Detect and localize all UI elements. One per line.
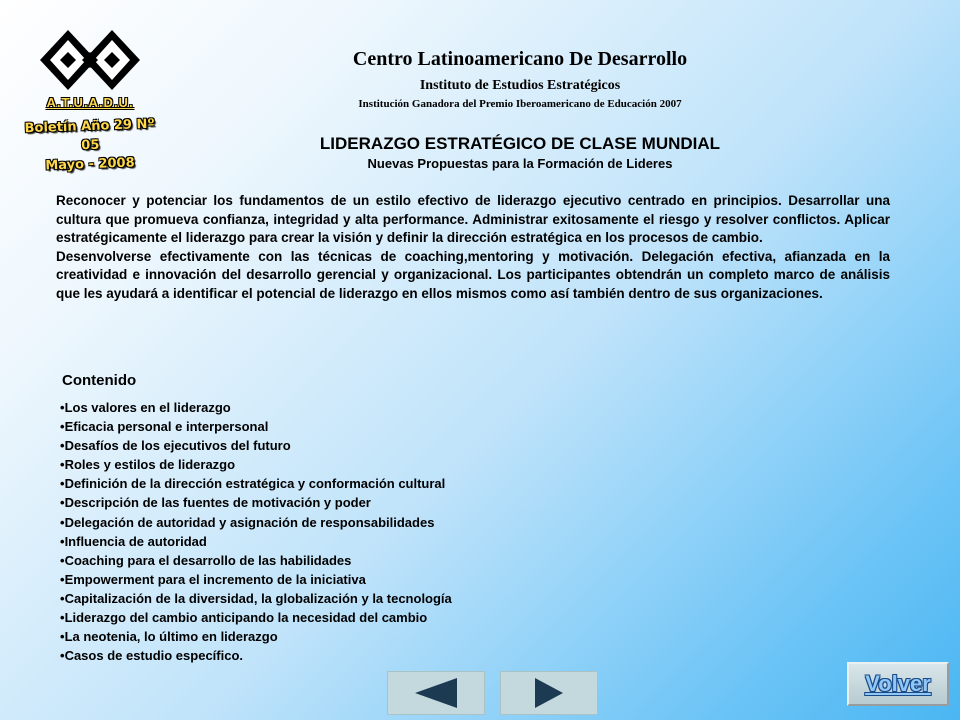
institution-title: Centro Latinoamericano De Desarrollo bbox=[352, 48, 688, 70]
page-subtitle: Nuevas Propuestas para la Formación de Lideres bbox=[367, 156, 673, 171]
boletin-label bbox=[20, 117, 160, 174]
boletin-line-1: Boletín Año 29 Nº 05 bbox=[24, 116, 155, 154]
list-item: • Descripción de las fuentes de motivación y poder bbox=[60, 493, 452, 512]
description-text bbox=[56, 192, 890, 303]
diamond-logo-icon bbox=[40, 30, 140, 90]
description-paragraph-2: Desenvolverse efectivamente con las técnicas de coaching,mentoring y motivación. Delegación efectiva, afianzada en la creatividad e innovación del desarrollo gerencial y organizacional. Los participantes obtendrán un completo marco de análisis que les ayudará a identificar el potencial de liderazgo en ellos mismos como así también dentro de sus organizaciones. bbox=[56, 248, 890, 301]
triangle-left-icon bbox=[411, 678, 461, 708]
list-item: • Influencia de autoridad bbox=[60, 532, 452, 551]
list-item: • La neotenia, lo último en liderazgo bbox=[60, 627, 452, 646]
list-item: • Definición de la dirección estratégica y conformación cultural bbox=[60, 474, 452, 493]
list-item: • Capitalización de la diversidad, la globalización y la tecnología bbox=[60, 589, 452, 608]
previous-button[interactable] bbox=[387, 671, 485, 715]
list-item: • Liderazgo del cambio anticipando la necesidad del cambio bbox=[60, 608, 452, 627]
list-item: • Los valores en el liderazgo bbox=[60, 398, 452, 417]
list-item: • Eficacia personal e interpersonal bbox=[60, 417, 452, 436]
boletin-line-2: Mayo - 2008 bbox=[45, 155, 135, 174]
institution-subtitle: Instituto de Estudios Estratégicos bbox=[419, 78, 621, 93]
volver-label: Volver bbox=[865, 671, 931, 696]
list-item: • Roles y estilos de liderazgo bbox=[60, 455, 452, 474]
contents-list bbox=[60, 398, 452, 665]
list-item: • Empowerment para el incremento de la iniciativa bbox=[60, 570, 452, 589]
list-item: • Desafíos de los ejecutivos del futuro bbox=[60, 436, 452, 455]
list-item: • Delegación de autoridad y asignación de responsabilidades bbox=[60, 513, 452, 532]
list-item: • Casos de estudio específico. bbox=[60, 646, 452, 665]
description-paragraph-1: Reconocer y potenciar los fundamentos de un estilo efectivo de liderazgo ejecutivo centrado en principios. Desarrollar una cultura que promueva confianza, integridad y alta performance. Administrar exitosamente el riesgo y resolver conflictos. Aplicar estratégicamente el liderazgo para crear la visión y definir la dirección estratégica en los procesos de cambio. bbox=[56, 193, 890, 245]
triangle-right-icon bbox=[531, 678, 567, 708]
atuadu-logo bbox=[40, 30, 140, 90]
page-title: LIDERAZGO ESTRATÉGICO DE CLASE MUNDIAL bbox=[319, 134, 721, 153]
logo-text: A.T.U.A.D.U. bbox=[46, 95, 134, 110]
list-item: • Coaching para el desarrollo de las habilidades bbox=[60, 551, 452, 570]
volver-button[interactable] bbox=[847, 662, 949, 706]
institution-award: Institución Ganadora del Premio Iberoamericano de Educación 2007 bbox=[358, 98, 682, 110]
next-button[interactable] bbox=[500, 671, 598, 715]
contents-heading: Contenido bbox=[62, 372, 137, 389]
